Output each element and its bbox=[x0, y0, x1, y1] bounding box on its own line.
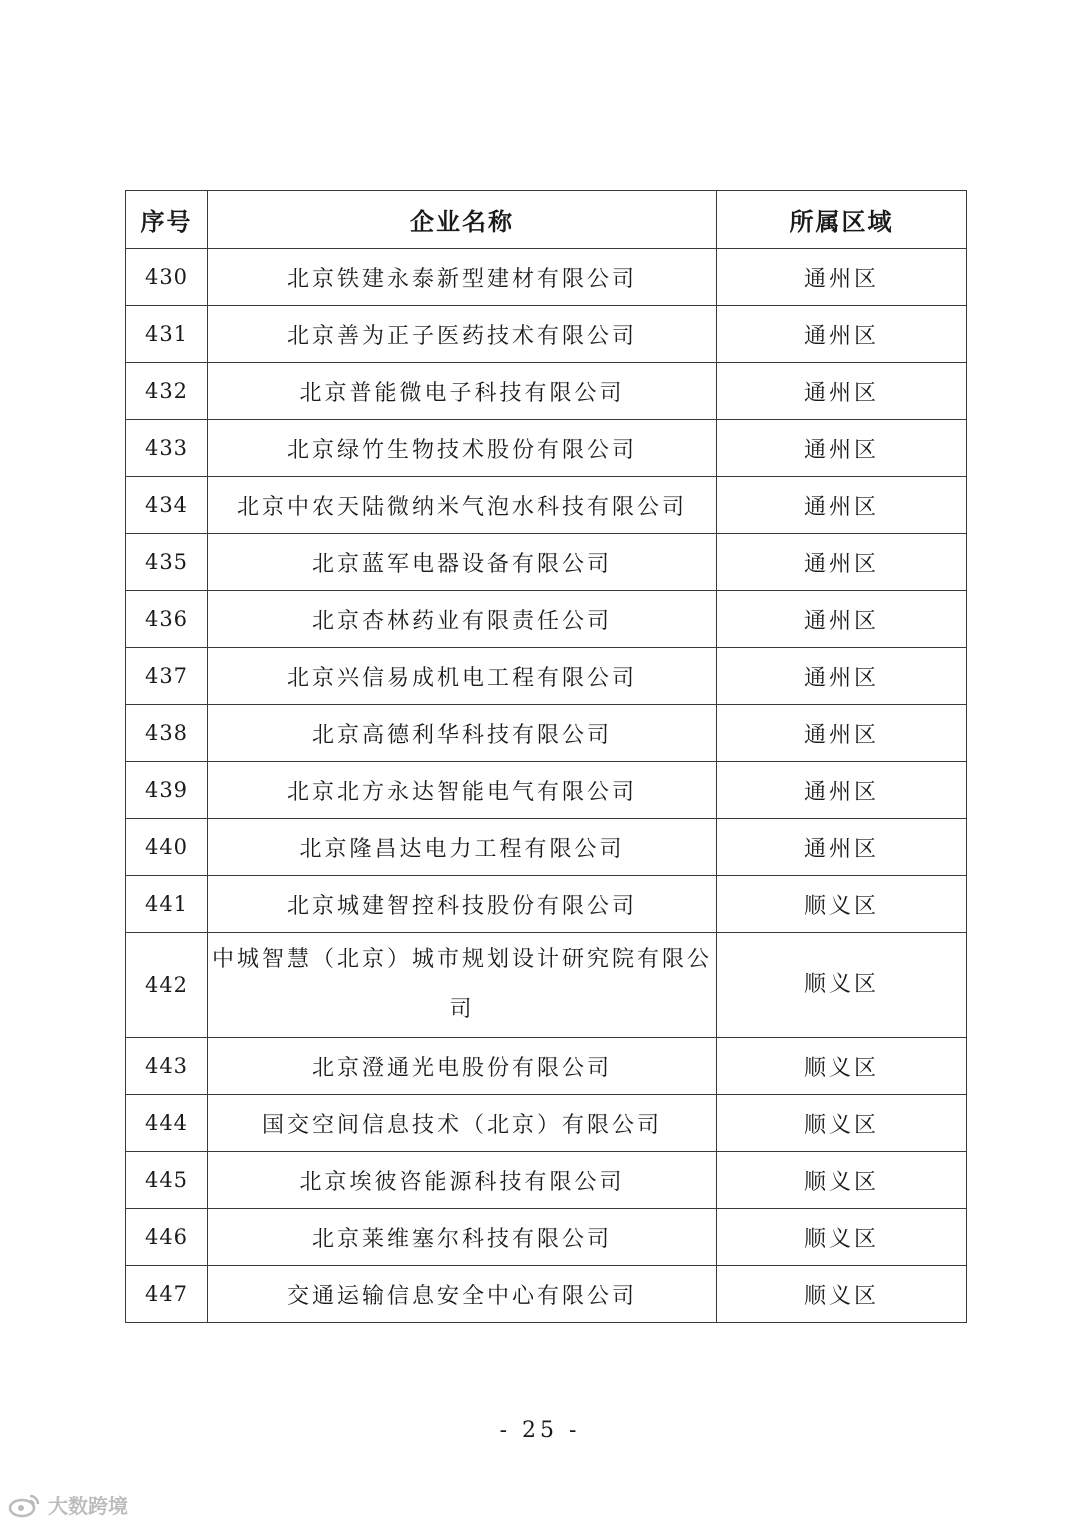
cell-region: 通州区 bbox=[717, 762, 967, 819]
table-row bbox=[126, 1152, 967, 1209]
cell-seq: 438 bbox=[126, 705, 208, 762]
cell-company-name: 中城智慧（北京）城市规划设计研究院有限公司 bbox=[208, 933, 717, 1038]
cell-company-name: 北京蓝军电器设备有限公司 bbox=[208, 534, 717, 591]
cell-region: 顺义区 bbox=[717, 1095, 967, 1152]
table-row bbox=[126, 1038, 967, 1095]
table-row bbox=[126, 1266, 967, 1323]
cell-company-name: 北京善为正子医药技术有限公司 bbox=[208, 306, 717, 363]
weibo-logo-icon bbox=[8, 1492, 42, 1518]
cell-company-name: 国交空间信息技术（北京）有限公司 bbox=[208, 1095, 717, 1152]
page-number: - 25 - bbox=[499, 1418, 581, 1443]
cell-seq: 435 bbox=[126, 534, 208, 591]
cell-company-name: 北京杏林药业有限责任公司 bbox=[208, 591, 717, 648]
cell-company-name: 北京铁建永泰新型建材有限公司 bbox=[208, 249, 717, 306]
cell-region: 顺义区 bbox=[717, 1266, 967, 1323]
cell-company-name: 北京中农天陆微纳米气泡水科技有限公司 bbox=[208, 477, 717, 534]
table-body bbox=[126, 249, 967, 1323]
table-row bbox=[126, 876, 967, 933]
cell-seq: 440 bbox=[126, 819, 208, 876]
cell-seq: 442 bbox=[126, 933, 208, 1038]
header-seq: 序号 bbox=[126, 191, 208, 249]
cell-seq: 445 bbox=[126, 1152, 208, 1209]
table-row bbox=[126, 363, 967, 420]
cell-region: 通州区 bbox=[717, 534, 967, 591]
cell-region: 顺义区 bbox=[717, 1038, 967, 1095]
cell-seq: 433 bbox=[126, 420, 208, 477]
table-row bbox=[126, 1209, 967, 1266]
cell-company-name: 北京绿竹生物技术股份有限公司 bbox=[208, 420, 717, 477]
cell-region: 顺义区 bbox=[717, 933, 967, 1038]
table-header-row bbox=[126, 191, 967, 249]
table-row bbox=[126, 420, 967, 477]
table-row bbox=[126, 591, 967, 648]
table-row bbox=[126, 1095, 967, 1152]
watermark-text: 大数跨境 bbox=[48, 1494, 128, 1518]
cell-company-name: 北京澄通光电股份有限公司 bbox=[208, 1038, 717, 1095]
cell-region: 通州区 bbox=[717, 306, 967, 363]
table-row bbox=[126, 534, 967, 591]
cell-region: 顺义区 bbox=[717, 1209, 967, 1266]
cell-seq: 447 bbox=[126, 1266, 208, 1323]
cell-seq: 437 bbox=[126, 648, 208, 705]
cell-company-name: 北京高德利华科技有限公司 bbox=[208, 705, 717, 762]
cell-company-name: 北京普能微电子科技有限公司 bbox=[208, 363, 717, 420]
table-row bbox=[126, 648, 967, 705]
cell-region: 通州区 bbox=[717, 249, 967, 306]
cell-seq: 441 bbox=[126, 876, 208, 933]
company-list-table-wrapper bbox=[125, 190, 966, 1323]
cell-company-name: 北京隆昌达电力工程有限公司 bbox=[208, 819, 717, 876]
header-region: 所属区域 bbox=[717, 191, 967, 249]
cell-company-name: 北京城建智控科技股份有限公司 bbox=[208, 876, 717, 933]
cell-seq: 434 bbox=[126, 477, 208, 534]
company-list-table bbox=[125, 190, 967, 1323]
table-row bbox=[126, 762, 967, 819]
cell-region: 通州区 bbox=[717, 648, 967, 705]
cell-seq: 436 bbox=[126, 591, 208, 648]
cell-seq: 443 bbox=[126, 1038, 208, 1095]
cell-seq: 430 bbox=[126, 249, 208, 306]
cell-company-name: 北京莱维塞尔科技有限公司 bbox=[208, 1209, 717, 1266]
cell-region: 通州区 bbox=[717, 705, 967, 762]
cell-region: 通州区 bbox=[717, 420, 967, 477]
table-row bbox=[126, 249, 967, 306]
cell-region: 顺义区 bbox=[717, 876, 967, 933]
table-row bbox=[126, 705, 967, 762]
table-row bbox=[126, 933, 967, 1038]
cell-seq: 431 bbox=[126, 306, 208, 363]
cell-region: 通州区 bbox=[717, 591, 967, 648]
table-row bbox=[126, 477, 967, 534]
cell-company-name: 北京兴信易成机电工程有限公司 bbox=[208, 648, 717, 705]
table-row bbox=[126, 819, 967, 876]
cell-company-name: 北京埃彼咨能源科技有限公司 bbox=[208, 1152, 717, 1209]
cell-region: 顺义区 bbox=[717, 1152, 967, 1209]
watermark bbox=[8, 1490, 128, 1519]
cell-region: 通州区 bbox=[717, 819, 967, 876]
cell-seq: 446 bbox=[126, 1209, 208, 1266]
header-company-name: 企业名称 bbox=[208, 191, 717, 249]
table-row bbox=[126, 306, 967, 363]
cell-company-name: 北京北方永达智能电气有限公司 bbox=[208, 762, 717, 819]
cell-company-name: 交通运输信息安全中心有限公司 bbox=[208, 1266, 717, 1323]
cell-seq: 432 bbox=[126, 363, 208, 420]
cell-region: 通州区 bbox=[717, 477, 967, 534]
cell-seq: 444 bbox=[126, 1095, 208, 1152]
cell-region: 通州区 bbox=[717, 363, 967, 420]
cell-seq: 439 bbox=[126, 762, 208, 819]
